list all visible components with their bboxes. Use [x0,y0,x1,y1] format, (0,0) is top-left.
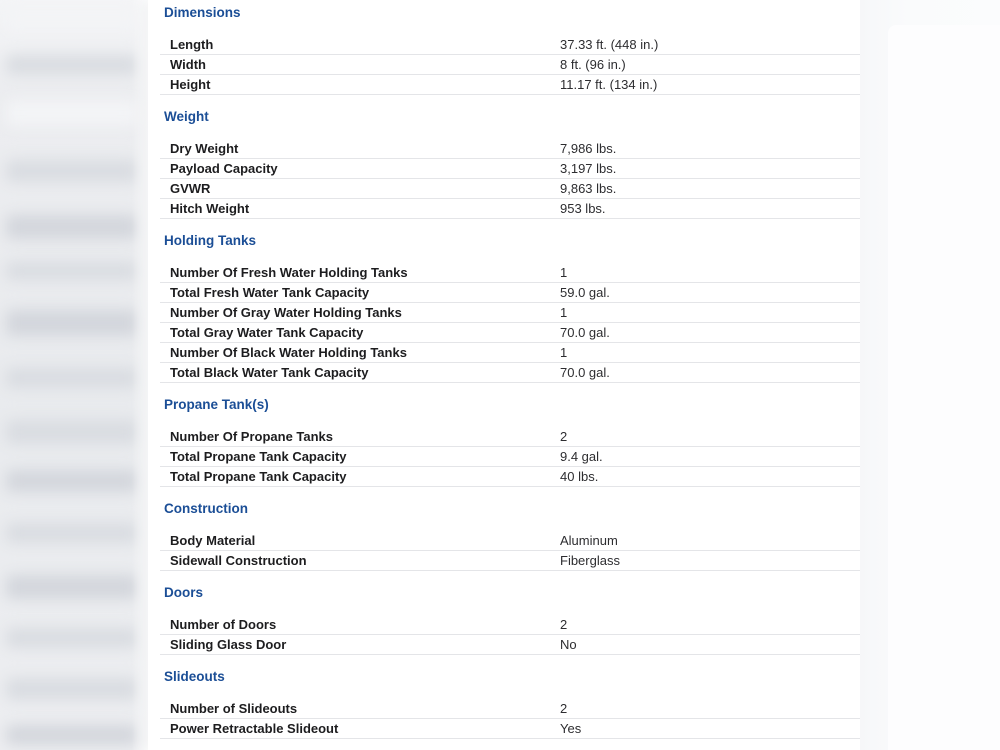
table-row [160,283,860,303]
spec-section-holding-tanks [148,232,860,383]
spec-value: 70.0 gal. [560,325,610,340]
table-row [160,263,860,283]
spec-value: 1 [560,345,568,360]
spec-value: 9.4 gal. [560,449,603,464]
spec-value: 70.0 gal. [560,365,610,380]
spec-rows [160,615,860,655]
blur-bar [6,575,138,599]
background-fade [132,0,148,750]
spec-label: Power Retractable Slideout [170,721,339,736]
blur-bar [6,100,138,126]
spec-label: Number Of Black Water Holding Tanks [170,345,407,360]
blur-bar [6,55,138,75]
blur-bar [6,160,138,182]
table-row [160,699,860,719]
spec-label: Dry Weight [170,141,239,156]
blur-bar [6,523,138,543]
table-row [160,323,860,343]
spec-label: Hitch Weight [170,201,250,216]
section-heading-weight: Weight [164,109,209,124]
spec-section-weight [148,108,860,219]
spec-section-dimensions [148,4,860,95]
spec-value: 9,863 lbs. [560,181,617,196]
spec-value: 2 [560,701,568,716]
spec-value: 1 [560,305,568,320]
table-row [160,719,860,739]
section-heading-slideouts: Slideouts [164,669,225,684]
table-row [160,363,860,383]
spec-value: 37.33 ft. (448 in.) [560,37,659,52]
spec-rows [160,139,860,219]
table-row [160,55,860,75]
spec-label: Payload Capacity [170,161,278,176]
blur-bar [6,628,138,648]
table-row [160,303,860,323]
section-heading-holding-tanks: Holding Tanks [164,233,257,248]
table-row [160,427,860,447]
blur-bar [6,310,138,336]
spec-rows [160,35,860,95]
blur-bar [6,470,138,492]
table-row [160,531,860,551]
spec-value: 8 ft. (96 in.) [560,57,626,72]
spec-value: 953 lbs. [560,201,606,216]
spec-label: Number Of Gray Water Holding Tanks [170,305,402,320]
blur-bar [6,725,138,745]
spec-label: Total Gray Water Tank Capacity [170,325,364,340]
spec-section-propane-tank-s [148,396,860,487]
table-row [160,343,860,363]
spec-value: Fiberglass [560,553,620,568]
spec-label: Total Propane Tank Capacity [170,469,347,484]
spec-label: Body Material [170,533,256,548]
spec-rows [160,427,860,487]
spec-label: Sliding Glass Door [170,637,287,652]
section-heading-construction: Construction [164,501,248,516]
blur-bar [6,420,138,444]
blur-bar [6,8,138,30]
table-row [160,179,860,199]
table-row [160,139,860,159]
spec-value: 1 [560,265,568,280]
blur-bar [6,368,138,388]
spec-label: Sidewall Construction [170,553,307,568]
spec-value: 7,986 lbs. [560,141,617,156]
spec-value: Yes [560,721,582,736]
spec-label: Number of Doors [170,617,277,632]
spec-rows [160,263,860,383]
table-row [160,615,860,635]
spec-label: Number Of Fresh Water Holding Tanks [170,265,408,280]
spec-value: 2 [560,429,568,444]
page-background-right [860,0,1000,750]
spec-section-construction [148,500,860,571]
spec-section-slideouts [148,668,860,739]
blur-bar [6,262,138,280]
section-heading-dimensions: Dimensions [164,5,241,20]
spec-value: 3,197 lbs. [560,161,617,176]
table-row [160,467,860,487]
spec-label: Number Of Propane Tanks [170,429,334,444]
spec-sections [148,4,860,739]
table-row [160,551,860,571]
table-row [160,159,860,179]
specifications-panel [148,0,860,750]
table-row [160,199,860,219]
spec-value: Aluminum [560,533,618,548]
spec-value: 59.0 gal. [560,285,610,300]
spec-label: Total Propane Tank Capacity [170,449,347,464]
adjacent-card [888,25,1000,750]
spec-label: GVWR [170,181,211,196]
spec-label: Number of Slideouts [170,701,298,716]
spec-label: Width [170,57,206,72]
spec-value: 11.17 ft. (134 in.) [560,77,658,92]
blur-bar [6,678,138,700]
table-row [160,75,860,95]
spec-label: Total Black Water Tank Capacity [170,365,369,380]
spec-label: Length [170,37,214,52]
blurred-page-background [0,0,148,750]
spec-value: 2 [560,617,568,632]
spec-section-doors [148,584,860,655]
spec-label: Total Fresh Water Tank Capacity [170,285,370,300]
spec-rows [160,531,860,571]
blur-bar [6,215,138,239]
spec-rows [160,699,860,739]
section-heading-doors: Doors [164,585,204,600]
section-heading-propane-tank-s: Propane Tank(s) [164,397,269,412]
table-row [160,447,860,467]
table-row [160,635,860,655]
table-row [160,35,860,55]
spec-value: No [560,637,577,652]
spec-value: 40 lbs. [560,469,599,484]
spec-label: Height [170,77,211,92]
